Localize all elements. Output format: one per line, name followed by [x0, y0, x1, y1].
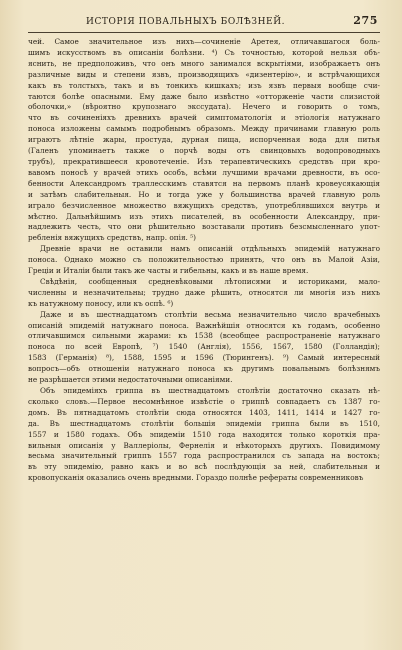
text-line: Греціи и Италіи были такъ же часты и гибельны, какъ и въ наше время.: [28, 266, 309, 276]
text-line: описаній эпидемій натужнаго поноса. Важнѣйшія относятся къ годамъ, особенно: [28, 320, 380, 330]
text-line: да. Въ шестнадцатомъ столѣтіи большія эпидеміи гриппа были въ 1510,: [28, 418, 380, 428]
text-line: Древніе врачи не оставили намъ описаній отдѣльныхъ эпидемій натужнаго: [40, 244, 380, 254]
text-line: сколько словъ.—Первое несомнѣнное извѣстіе о гриппѣ совпадаетъ съ 1387 го-: [28, 396, 380, 406]
text-line: поноса изложены самымъ подробнымъ образомъ. Между причинами главную роль: [28, 124, 380, 134]
text-line: яснить, не предположивъ, что онъ много занимался вскрытіями, изображаетъ онъ: [28, 58, 380, 68]
text-line: кровопусканія оказались очень вредными. Гораздо полнѣе рефераты современниковъ: [28, 473, 364, 483]
text-line: мѣстно. Дальнѣйшимъ изъ этихъ писателей, въ особенности Александру, при-: [28, 211, 380, 221]
text-line: домъ. Въ пятнадцатомъ столѣтіи сюда относятся 1403, 1411, 1414 и 1427 го-: [28, 407, 380, 417]
text-line: оболочки,» (вѣроятно крупознаго экссудата). Нечего и говорить о томъ,: [28, 102, 380, 112]
text-line: ребленія вяжущихъ средствъ, напр. опія. ⁵): [28, 233, 196, 243]
text-line: не разрѣшается этими недостаточными описаніями.: [28, 375, 233, 385]
text-line: играютъ лѣтніе жары, простуда, дурная пища, испорченная вода для питья: [28, 135, 380, 145]
text-line: поноса по всей Европѣ, ⁷) 1540 (Англія), 1556, 1567, 1580 (Голландія);: [28, 342, 380, 352]
text-line: трубъ), прекратившееся кровотеченіе. Изъ терапевтическихъ средствъ при кро-: [28, 156, 380, 166]
text-line: численны и незначительны; трудно даже рѣшить, относятся ли многія изъ нихъ: [28, 287, 380, 297]
text-line: къ натужному поносу, или къ оспѣ. ⁶): [28, 298, 174, 308]
paragraph: [28, 277, 380, 310]
text-line: надлежитъ честь, что они рѣшительно возставали противъ безсмысленнаго упот-: [28, 222, 380, 232]
paragraph: [28, 386, 380, 484]
text-line: бенности Александромъ траллесскимъ ставятся на первомъ планѣ кровеусякающія: [28, 178, 380, 188]
text-line: шимъ искусствомъ въ описаніи болѣзни. ⁴) Съ точностью, которой нельзя объ-: [28, 47, 380, 57]
text-line: вавомъ поносѣ у врачей этихъ особъ, всѣми лучшими врачами древности, въ осо-: [28, 167, 380, 177]
paragraph: [28, 244, 380, 277]
text-line: Свѣдѣнія, сообщенныя средневѣковыми лѣтописями и историками, мало-: [40, 276, 380, 286]
text-line: отличавшимся сильными жарами: къ 1538 (всеобщее распространеніе натужнаго: [28, 331, 380, 341]
page-header: [28, 14, 380, 30]
text-line: 1557 и 1580 годахъ. Объ эпидеміи 1510 года находятся только короткія пра-: [28, 429, 380, 439]
paragraph: [28, 310, 380, 386]
page-number: 275: [353, 14, 378, 27]
text-line: весьма значительный гриппъ 1557 года распространился съ запада на востокъ;: [28, 451, 380, 461]
text-line: играло безчисленное множество вяжущихъ средствъ, употреблявшихся внутрь и: [28, 200, 380, 210]
text-line: какъ въ толстыхъ, такъ и въ тонкихъ кишкахъ; изъ язвъ первыя вообще счи-: [28, 80, 380, 90]
text-line: (Галенъ упоминаетъ также о порчѣ воды отъ свинцовыхъ водопроводныхъ: [28, 146, 380, 156]
text-line: поноса. Однако можно съ положительностью принять, что онъ въ Малой Азіи,: [28, 255, 380, 265]
text-line: вопросъ—объ отношеніи натужнаго поноса къ другимъ повальнымъ болѣзнямъ: [28, 364, 380, 374]
paragraph: [28, 37, 380, 244]
text-line: Объ эпидеміяхъ гриппа въ шестнадцатомъ столѣтіи достаточно сказать нѣ-: [40, 386, 380, 395]
text-line: что въ сочиненіяхъ древнихъ врачей симптоматологія и этіологія натужнаго: [28, 113, 380, 123]
text-line: чей. Самое значительное изъ нихъ—сочиненіе Аретея, отличавшагося боль-: [28, 37, 380, 46]
text-line: и затѣмъ слабительныя. Но и тогда уже у большинства врачей главную роль: [28, 189, 380, 199]
body-text: [28, 37, 380, 484]
header-rule: [28, 32, 380, 33]
text-line: 1583 (Германія) ⁸), 1588, 1595 и 1596 (Тюрингенъ). ⁹) Самый интересный: [28, 353, 380, 363]
text-line: въ эту эпидемію, равно какъ и во всѣ послѣдующія за ней, слабительныя и: [28, 462, 380, 472]
text-line: вильныя описанія у Валлеріолы, Фернелія и нѣкоторыхъ другихъ. Повидимому: [28, 440, 380, 450]
text-line: различные виды и степени язвъ, производящихъ «дизентерію», и встрѣчающихся: [28, 69, 380, 79]
text-line: таются болѣе опасными. Ему даже было извѣстно «отторженіе части слизистой: [28, 91, 380, 101]
text-line: Даже и въ шестнадцатомъ столѣтіи весьма незначительно число врачебныхъ: [40, 309, 380, 319]
running-title: ИСТОРІЯ ПОВАЛЬНЫХЪ БОЛѢЗНЕЙ.: [86, 17, 286, 27]
